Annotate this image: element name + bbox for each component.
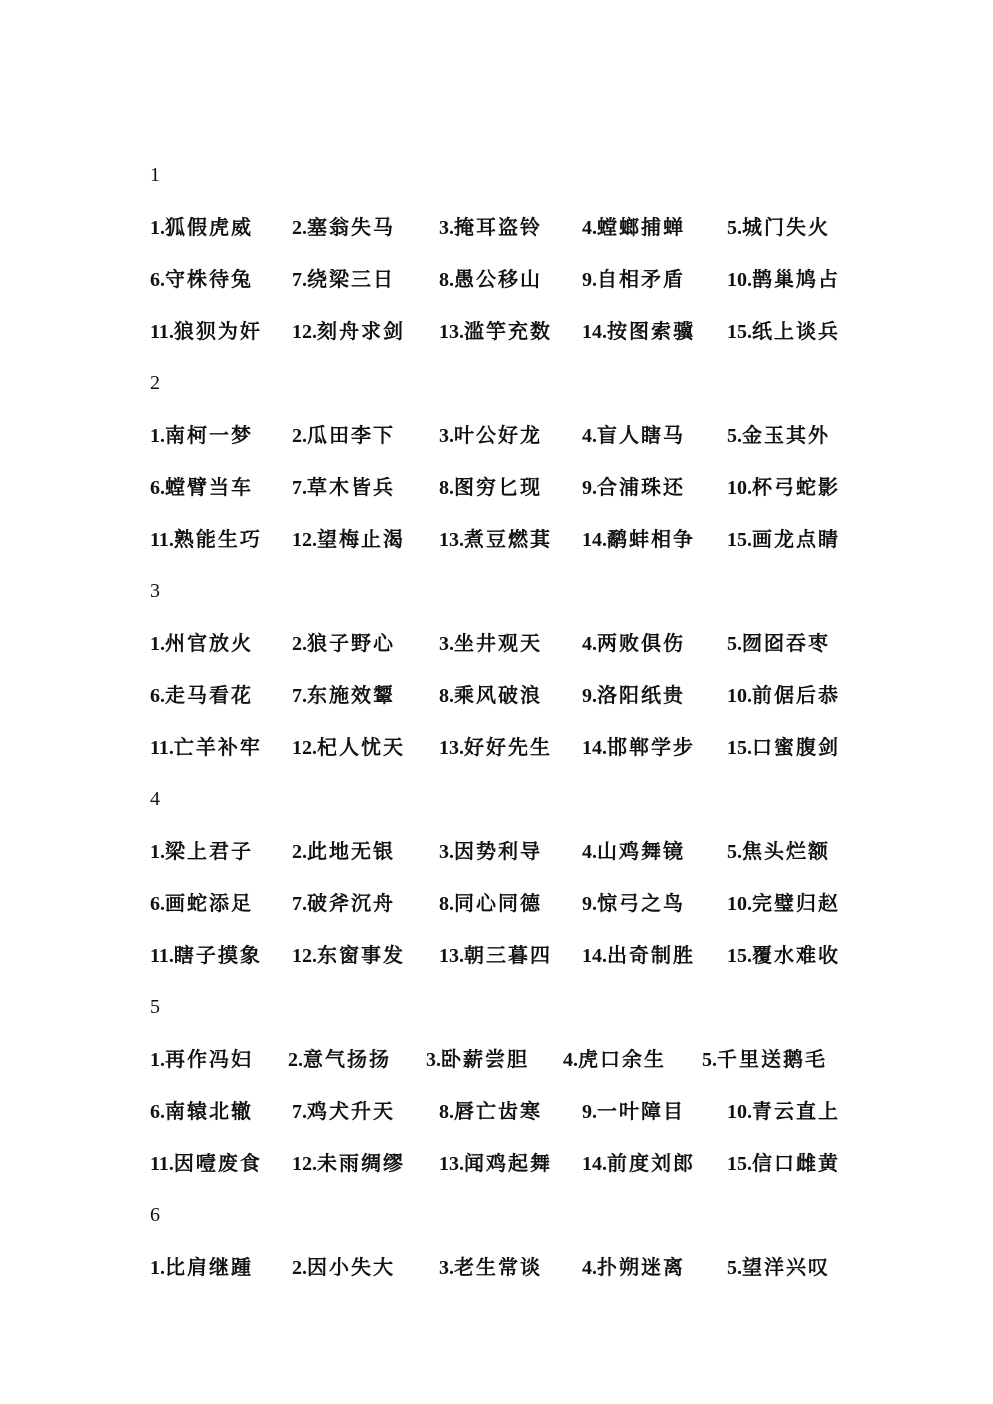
idiom-text: 刻舟求剑 xyxy=(317,319,405,343)
idiom-number: 13. xyxy=(439,945,464,967)
idiom-text: 千里送鹅毛 xyxy=(717,1047,827,1071)
idiom-text: 因噎废食 xyxy=(173,1151,262,1175)
idiom-item xyxy=(727,628,830,659)
idiom-text: 覆水难收 xyxy=(752,943,840,967)
idiom-number: 10. xyxy=(727,893,752,915)
idiom-row xyxy=(150,836,850,866)
idiom-row xyxy=(150,316,850,346)
idiom-text: 草木皆兵 xyxy=(307,475,395,499)
idiom-text: 瞎子摸象 xyxy=(173,943,262,967)
idiom-text: 唇亡齿寒 xyxy=(454,1099,542,1123)
idiom-number: 13. xyxy=(439,1153,464,1175)
idiom-text: 鹊巢鸠占 xyxy=(752,267,840,291)
idiom-item xyxy=(439,680,542,711)
idiom-row xyxy=(150,1096,850,1126)
idiom-item xyxy=(150,1252,253,1283)
idiom-text: 瓜田李下 xyxy=(307,423,395,447)
idiom-item xyxy=(727,732,840,763)
idiom-item xyxy=(292,732,405,763)
idiom-list-page xyxy=(150,160,850,1304)
idiom-item xyxy=(292,524,405,555)
idiom-number: 1. xyxy=(150,633,165,655)
idiom-text: 狐假虎威 xyxy=(165,215,253,239)
idiom-text: 口蜜腹剑 xyxy=(752,735,840,759)
idiom-item xyxy=(150,1096,253,1127)
idiom-text: 盲人瞎马 xyxy=(597,423,685,447)
idiom-text: 梁上君子 xyxy=(165,839,253,863)
idiom-item xyxy=(582,940,695,971)
idiom-number: 12. xyxy=(292,1153,317,1175)
idiom-text: 破斧沉舟 xyxy=(307,891,395,915)
idiom-number: 5. xyxy=(727,1257,742,1279)
idiom-number: 8. xyxy=(439,685,454,707)
idiom-item xyxy=(439,212,542,243)
idiom-text: 东施效颦 xyxy=(307,683,395,707)
idiom-item xyxy=(727,1252,830,1283)
idiom-item xyxy=(150,836,253,867)
idiom-number: 9. xyxy=(582,477,597,499)
idiom-number: 3. xyxy=(439,425,454,447)
idiom-text: 守株待兔 xyxy=(165,267,253,291)
idiom-number: 12. xyxy=(292,945,317,967)
idiom-text: 一叶障目 xyxy=(597,1099,685,1123)
group-number: 5 xyxy=(150,996,160,1018)
idiom-text: 好好先生 xyxy=(464,735,552,759)
idiom-number: 15. xyxy=(727,529,752,551)
idiom-item xyxy=(439,732,552,763)
idiom-number: 1. xyxy=(150,425,165,447)
idiom-item xyxy=(150,888,253,919)
idiom-number: 9. xyxy=(582,1101,597,1123)
idiom-number: 11. xyxy=(150,945,174,967)
idiom-number: 5. xyxy=(727,841,742,863)
idiom-item xyxy=(439,264,542,295)
idiom-item xyxy=(582,212,685,243)
idiom-text: 朝三暮四 xyxy=(464,943,552,967)
idiom-text: 因势利导 xyxy=(454,839,542,863)
idiom-text: 按图索骥 xyxy=(607,319,695,343)
idiom-item xyxy=(439,524,552,555)
idiom-number: 13. xyxy=(439,321,464,343)
idiom-item xyxy=(150,1044,253,1075)
idiom-text: 山鸡舞镜 xyxy=(597,839,685,863)
idiom-number: 13. xyxy=(439,529,464,551)
idiom-number: 8. xyxy=(439,893,454,915)
idiom-number: 4. xyxy=(582,217,597,239)
idiom-number: 6. xyxy=(150,893,165,915)
idiom-item xyxy=(150,524,262,555)
idiom-row xyxy=(150,1252,850,1282)
idiom-item xyxy=(292,264,395,295)
idiom-number: 9. xyxy=(582,269,597,291)
idiom-text: 邯郸学步 xyxy=(607,735,695,759)
idiom-item xyxy=(439,1096,542,1127)
idiom-number: 5. xyxy=(727,217,742,239)
idiom-item xyxy=(439,420,542,451)
idiom-text: 掩耳盗铃 xyxy=(454,215,542,239)
idiom-item xyxy=(292,1096,395,1127)
idiom-number: 3. xyxy=(439,217,454,239)
idiom-number: 1. xyxy=(150,1257,165,1279)
idiom-item xyxy=(582,680,685,711)
idiom-text: 煮豆燃萁 xyxy=(464,527,552,551)
idiom-item xyxy=(426,1044,529,1075)
idiom-number: 8. xyxy=(439,477,454,499)
idiom-item xyxy=(727,940,840,971)
idiom-item xyxy=(727,420,830,451)
idiom-text: 完璧归赵 xyxy=(752,891,840,915)
idiom-number: 10. xyxy=(727,477,752,499)
idiom-row xyxy=(150,264,850,294)
idiom-number: 12. xyxy=(292,321,317,343)
idiom-text: 洛阳纸贵 xyxy=(597,683,685,707)
idiom-item xyxy=(563,1044,666,1075)
group-number: 1 xyxy=(150,164,160,186)
idiom-item xyxy=(150,732,262,763)
idiom-row xyxy=(150,1044,850,1074)
idiom-number: 14. xyxy=(582,529,607,551)
idiom-number: 10. xyxy=(727,269,752,291)
idiom-row xyxy=(150,212,850,242)
idiom-text: 因小失大 xyxy=(307,1255,395,1279)
idiom-number: 2. xyxy=(292,841,307,863)
idiom-number: 11. xyxy=(150,529,174,551)
idiom-text: 出奇制胜 xyxy=(607,943,695,967)
idiom-text: 两败俱伤 xyxy=(597,631,685,655)
idiom-item xyxy=(582,836,685,867)
idiom-number: 15. xyxy=(727,737,752,759)
idiom-item xyxy=(727,888,840,919)
idiom-text: 闻鸡起舞 xyxy=(464,1151,552,1175)
idiom-number: 15. xyxy=(727,321,752,343)
group-number: 4 xyxy=(150,788,160,810)
idiom-item xyxy=(727,680,840,711)
idiom-item xyxy=(292,1252,395,1283)
idiom-item xyxy=(727,1096,840,1127)
idiom-number: 4. xyxy=(582,841,597,863)
idiom-row xyxy=(150,680,850,710)
idiom-item xyxy=(150,420,253,451)
idiom-text: 青云直上 xyxy=(752,1099,840,1123)
idiom-number: 1. xyxy=(150,841,165,863)
idiom-item xyxy=(582,316,695,347)
idiom-text: 坐井观天 xyxy=(454,631,542,655)
idiom-text: 惊弓之鸟 xyxy=(597,891,685,915)
idiom-number: 6. xyxy=(150,1101,165,1123)
idiom-item xyxy=(582,1148,695,1179)
idiom-number: 7. xyxy=(292,685,307,707)
idiom-number: 3. xyxy=(439,1257,454,1279)
idiom-text: 比肩继踵 xyxy=(165,1255,253,1279)
idiom-number: 11. xyxy=(150,737,174,759)
idiom-text: 鸡犬升天 xyxy=(307,1099,395,1123)
idiom-text: 狼子野心 xyxy=(307,631,395,655)
idiom-text: 扑朔迷离 xyxy=(597,1255,685,1279)
idiom-item xyxy=(150,1148,262,1179)
idiom-text: 望洋兴叹 xyxy=(742,1255,830,1279)
idiom-number: 6. xyxy=(150,685,165,707)
idiom-item xyxy=(150,472,253,503)
idiom-item xyxy=(439,836,542,867)
group-number: 6 xyxy=(150,1204,160,1226)
idiom-item xyxy=(582,628,685,659)
idiom-number: 10. xyxy=(727,1101,752,1123)
idiom-number: 2. xyxy=(288,1049,303,1071)
idiom-number: 15. xyxy=(727,1153,752,1175)
idiom-number: 1. xyxy=(150,217,165,239)
idiom-number: 15. xyxy=(727,945,752,967)
idiom-item xyxy=(439,1148,552,1179)
idiom-item xyxy=(582,888,685,919)
idiom-number: 11. xyxy=(150,321,174,343)
idiom-number: 14. xyxy=(582,321,607,343)
idiom-number: 7. xyxy=(292,893,307,915)
idiom-text: 虎口余生 xyxy=(578,1047,666,1071)
idiom-item xyxy=(582,472,685,503)
idiom-item xyxy=(292,836,395,867)
idiom-item xyxy=(292,316,405,347)
idiom-text: 杞人忧天 xyxy=(317,735,405,759)
idiom-text: 熟能生巧 xyxy=(173,527,262,551)
idiom-number: 14. xyxy=(582,737,607,759)
idiom-item xyxy=(727,524,840,555)
idiom-row xyxy=(150,524,850,554)
idiom-text: 亡羊补牢 xyxy=(173,735,262,759)
idiom-text: 城门失火 xyxy=(742,215,830,239)
idiom-item xyxy=(439,628,542,659)
idiom-text: 金玉其外 xyxy=(742,423,830,447)
idiom-number: 10. xyxy=(727,685,752,707)
idiom-number: 12. xyxy=(292,737,317,759)
idiom-item xyxy=(150,316,262,347)
idiom-item xyxy=(439,472,542,503)
idiom-text: 卧薪尝胆 xyxy=(441,1047,529,1071)
idiom-row xyxy=(150,940,850,970)
idiom-text: 前倨后恭 xyxy=(752,683,840,707)
idiom-text: 螳臂当车 xyxy=(165,475,253,499)
idiom-item xyxy=(582,1096,685,1127)
idiom-item xyxy=(727,1148,840,1179)
idiom-text: 画蛇添足 xyxy=(165,891,253,915)
idiom-number: 13. xyxy=(439,737,464,759)
idiom-text: 图穷匕现 xyxy=(454,475,542,499)
idiom-number: 4. xyxy=(582,1257,597,1279)
idiom-row xyxy=(150,1148,850,1178)
idiom-text: 囫囵吞枣 xyxy=(742,631,830,655)
idiom-text: 此地无银 xyxy=(307,839,395,863)
idiom-row xyxy=(150,732,850,762)
idiom-number: 5. xyxy=(702,1049,717,1071)
idiom-number: 4. xyxy=(582,425,597,447)
idiom-item xyxy=(727,212,830,243)
idiom-item xyxy=(150,264,253,295)
idiom-number: 6. xyxy=(150,269,165,291)
idiom-item xyxy=(727,316,840,347)
idiom-number: 7. xyxy=(292,477,307,499)
group-number: 3 xyxy=(150,580,160,602)
idiom-text: 老生常谈 xyxy=(454,1255,542,1279)
idiom-number: 14. xyxy=(582,945,607,967)
idiom-number: 8. xyxy=(439,269,454,291)
idiom-text: 绕梁三日 xyxy=(307,267,395,291)
idiom-text: 愚公移山 xyxy=(454,267,542,291)
idiom-item xyxy=(727,472,840,503)
idiom-text: 南柯一梦 xyxy=(165,423,253,447)
idiom-text: 塞翁失马 xyxy=(307,215,395,239)
idiom-text: 东窗事发 xyxy=(317,943,405,967)
idiom-text: 前度刘郎 xyxy=(607,1151,695,1175)
idiom-number: 5. xyxy=(727,425,742,447)
idiom-item xyxy=(150,940,262,971)
idiom-text: 南辕北辙 xyxy=(165,1099,253,1123)
idiom-number: 7. xyxy=(292,269,307,291)
idiom-text: 乘风破浪 xyxy=(454,683,542,707)
idiom-number: 8. xyxy=(439,1101,454,1123)
idiom-row xyxy=(150,420,850,450)
idiom-number: 4. xyxy=(582,633,597,655)
idiom-number: 7. xyxy=(292,1101,307,1123)
idiom-text: 未雨绸缪 xyxy=(317,1151,405,1175)
idiom-item xyxy=(150,212,253,243)
idiom-item xyxy=(702,1044,827,1075)
idiom-number: 2. xyxy=(292,633,307,655)
idiom-number: 4. xyxy=(563,1049,578,1071)
idiom-number: 1. xyxy=(150,1049,165,1071)
idiom-number: 2. xyxy=(292,425,307,447)
idiom-number: 11. xyxy=(150,1153,174,1175)
idiom-text: 自相矛盾 xyxy=(597,267,685,291)
idiom-number: 2. xyxy=(292,1257,307,1279)
idiom-item xyxy=(292,420,395,451)
idiom-number: 9. xyxy=(582,893,597,915)
idiom-text: 州官放火 xyxy=(165,631,253,655)
idiom-number: 5. xyxy=(727,633,742,655)
idiom-number: 9. xyxy=(582,685,597,707)
idiom-item xyxy=(292,212,395,243)
idiom-item xyxy=(288,1044,391,1075)
idiom-item xyxy=(439,940,552,971)
idiom-item xyxy=(727,264,840,295)
idiom-row xyxy=(150,628,850,658)
idiom-item xyxy=(727,836,830,867)
idiom-item xyxy=(292,472,395,503)
idiom-text: 鹬蚌相争 xyxy=(607,527,695,551)
idiom-number: 14. xyxy=(582,1153,607,1175)
idiom-text: 杯弓蛇影 xyxy=(752,475,840,499)
idiom-number: 3. xyxy=(439,633,454,655)
idiom-item xyxy=(150,680,253,711)
idiom-text: 狼狈为奸 xyxy=(173,319,262,343)
idiom-item xyxy=(292,628,395,659)
idiom-item xyxy=(292,680,395,711)
idiom-item xyxy=(582,1252,685,1283)
idiom-text: 望梅止渴 xyxy=(317,527,405,551)
group-number: 2 xyxy=(150,372,160,394)
idiom-item xyxy=(292,1148,405,1179)
idiom-number: 2. xyxy=(292,217,307,239)
idiom-number: 12. xyxy=(292,529,317,551)
idiom-row xyxy=(150,472,850,502)
idiom-item xyxy=(292,940,405,971)
idiom-text: 意气扬扬 xyxy=(303,1047,391,1071)
idiom-number: 3. xyxy=(426,1049,441,1071)
idiom-text: 同心同德 xyxy=(454,891,542,915)
idiom-item xyxy=(439,316,552,347)
idiom-row xyxy=(150,888,850,918)
idiom-number: 6. xyxy=(150,477,165,499)
idiom-item xyxy=(292,888,395,919)
idiom-item xyxy=(582,264,685,295)
idiom-text: 焦头烂额 xyxy=(742,839,830,863)
idiom-item xyxy=(582,420,685,451)
idiom-text: 画龙点睛 xyxy=(752,527,840,551)
idiom-item xyxy=(439,1252,542,1283)
idiom-item xyxy=(582,732,695,763)
idiom-text: 合浦珠还 xyxy=(597,475,685,499)
idiom-text: 滥竽充数 xyxy=(464,319,552,343)
idiom-item xyxy=(150,628,253,659)
idiom-item xyxy=(582,524,695,555)
idiom-text: 螳螂捕蝉 xyxy=(597,215,685,239)
idiom-text: 信口雌黄 xyxy=(752,1151,840,1175)
idiom-text: 走马看花 xyxy=(165,683,253,707)
idiom-item xyxy=(439,888,542,919)
idiom-number: 3. xyxy=(439,841,454,863)
idiom-text: 纸上谈兵 xyxy=(752,319,840,343)
idiom-text: 叶公好龙 xyxy=(454,423,542,447)
idiom-text: 再作冯妇 xyxy=(165,1047,253,1071)
